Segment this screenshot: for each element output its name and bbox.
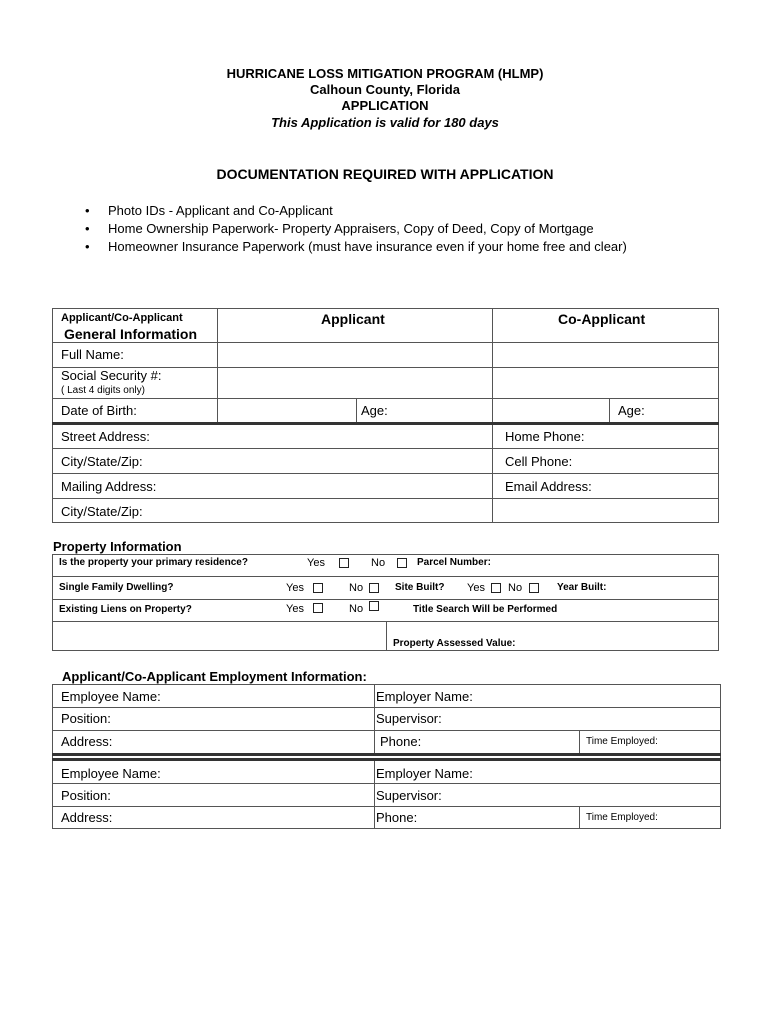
co-employee-name-label: Employee Name:: [61, 766, 161, 781]
list-item: • Photo IDs - Applicant and Co-Applicant: [85, 202, 627, 220]
program-title: HURRICANE LOSS MITIGATION PROGRAM (HLMP): [226, 66, 544, 81]
section-label: Applicant/Co-Applicant: [61, 312, 183, 324]
yes-label: Yes: [286, 582, 304, 594]
employment-section-title: Applicant/Co-Applicant Employment Information:: [62, 669, 367, 684]
cell-phone-label: Cell Phone:: [505, 454, 573, 469]
single-family-label: Single Family Dwelling?: [59, 582, 174, 593]
address-label: Address:: [61, 734, 113, 749]
co-employer-name-label: Employer Name:: [376, 766, 473, 781]
co-applicant-age-label: Age:: [618, 403, 645, 418]
employer-name-label: Employer Name:: [376, 689, 473, 704]
section-heading: General Information: [64, 326, 198, 342]
supervisor-label: Supervisor:: [376, 711, 442, 726]
ssn-label: Social Security #:: [61, 368, 162, 383]
email-address-label: Email Address:: [505, 479, 592, 494]
employee-name-label: Employee Name:: [61, 689, 161, 704]
city-state-zip-label: City/State/Zip:: [61, 454, 143, 469]
yes-label: Yes: [307, 557, 325, 569]
yes-label: Yes: [467, 582, 485, 594]
documentation-title: DOCUMENTATION REQUIRED WITH APPLICATION: [216, 166, 554, 182]
single-family-yes-checkbox[interactable]: [313, 583, 323, 593]
applicant-age-label: Age:: [361, 403, 388, 418]
county-title: Calhoun County, Florida: [310, 82, 460, 97]
co-phone-label: Phone:: [376, 810, 418, 825]
list-item: • Home Ownership Paperwork- Property Appraisers, Copy of Deed, Copy of Mortgage: [85, 220, 627, 238]
dob-label: Date of Birth:: [61, 403, 137, 418]
form-title: APPLICATION: [341, 98, 429, 113]
mailing-city-state-zip-label: City/State/Zip:: [61, 504, 143, 519]
ssn-note: ( Last 4 digits only): [61, 385, 145, 396]
no-label: No: [349, 582, 364, 594]
phone-label: Phone:: [380, 734, 422, 749]
documentation-list: [85, 202, 627, 256]
site-built-no-checkbox[interactable]: [529, 583, 539, 593]
assessed-value-label: Property Assessed Value:: [393, 638, 516, 649]
primary-yes-checkbox[interactable]: [339, 558, 349, 568]
street-address-label: Street Address:: [61, 429, 150, 444]
site-built-label: Site Built?: [395, 582, 445, 593]
co-time-employed-label: Time Employed:: [586, 812, 658, 823]
liens-yes-checkbox[interactable]: [313, 603, 323, 613]
liens-no-checkbox[interactable]: [369, 601, 379, 611]
yes-label: Yes: [286, 603, 304, 615]
list-item: • Homeowner Insurance Paperwork (must have insurance even if your home free and clear): [85, 238, 627, 256]
applicant-column-header: Applicant: [321, 311, 385, 327]
no-label: No: [349, 603, 364, 615]
full-name-label: Full Name:: [61, 347, 124, 362]
single-family-no-checkbox[interactable]: [369, 583, 379, 593]
property-section-title: Property Information: [53, 539, 182, 554]
no-label: No: [371, 557, 386, 569]
mailing-address-label: Mailing Address:: [61, 479, 157, 494]
site-built-yes-checkbox[interactable]: [491, 583, 501, 593]
co-address-label: Address:: [61, 810, 113, 825]
co-applicant-column-header: Co-Applicant: [558, 311, 646, 327]
year-built-label: Year Built:: [557, 582, 607, 593]
time-employed-label: Time Employed:: [586, 736, 658, 747]
home-phone-label: Home Phone:: [505, 429, 585, 444]
title-search-note: Title Search Will be Performed: [413, 604, 558, 615]
co-position-label: Position:: [61, 788, 111, 803]
validity-note: This Application is valid for 180 days: [271, 115, 499, 130]
no-label: No: [508, 582, 523, 594]
liens-label: Existing Liens on Property?: [59, 604, 192, 615]
position-label: Position:: [61, 711, 111, 726]
primary-residence-label: Is the property your primary residence?: [59, 557, 248, 568]
primary-no-checkbox[interactable]: [397, 558, 407, 568]
co-supervisor-label: Supervisor:: [376, 788, 442, 803]
parcel-number-label: Parcel Number:: [417, 557, 491, 568]
